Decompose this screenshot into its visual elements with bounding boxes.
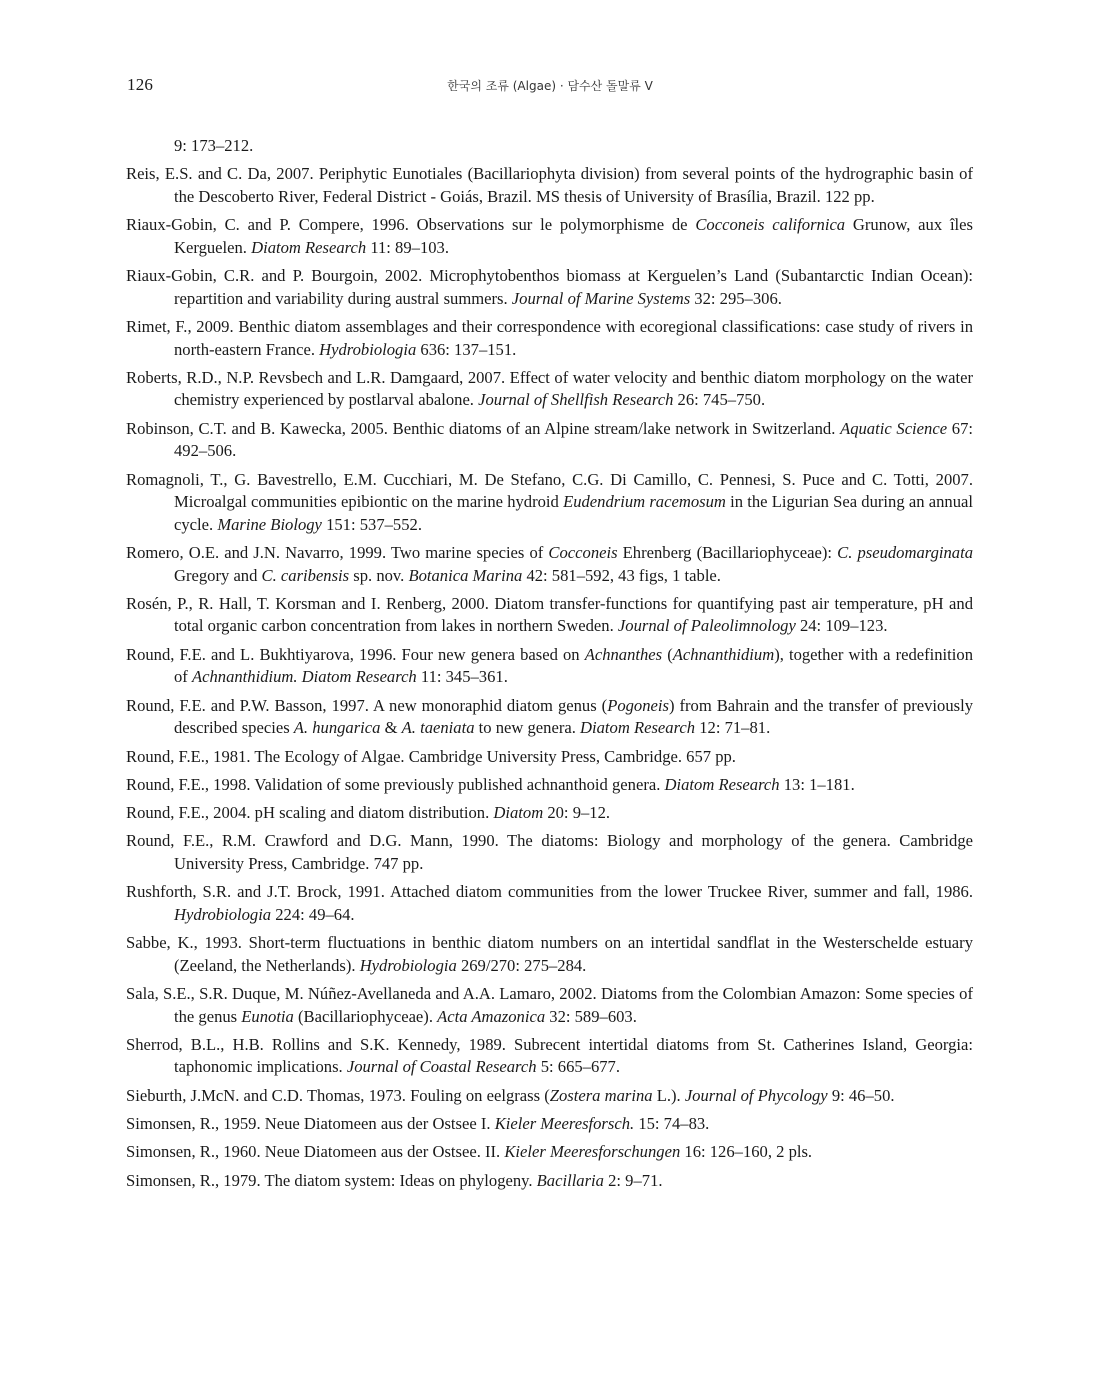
reference-italic-text: Diatom Research — [580, 718, 696, 738]
reference-entry — [126, 316, 973, 361]
reference-text: in the Ligurian Sea during an annual cycle. — [174, 492, 973, 534]
reference-text: to new genera. — [474, 718, 581, 738]
reference-italic-text: Hydrobiologia — [319, 339, 417, 359]
reference-italic-text: Kieler Meeresforsch. — [494, 1114, 635, 1133]
reference-text: Reis, E.S. and C. Da, 2007. Periphytic Eunotiales (Bacillariophyta division) from several points of the hydrographic basin of the Descoberto River, Federal District - Goiás, Brazil. MS thesis of University of Brasília, Brazil. 122 pp. — [126, 164, 973, 206]
running-head: 한국의 조류 (Algae) · 담수산 돌말류 V — [447, 79, 653, 93]
reference-italic-text: Zostera marina — [549, 1085, 653, 1105]
reference-entry — [126, 1141, 973, 1164]
reference-entry — [126, 593, 973, 638]
reference-text: Sieburth, J.McN. and C.D. Thomas, 1973. Fouling on eelgrass ( — [126, 1085, 550, 1105]
reference-entry — [126, 265, 973, 310]
reference-italic-text: Eudendrium racemosum — [563, 492, 726, 512]
reference-italic-text: Acta Amazonica — [437, 1006, 546, 1026]
reference-italic-text: C. caribensis — [261, 565, 350, 585]
reference-text: 11: 345–361. — [416, 667, 508, 687]
reference-text: Roberts, R.D., N.P. Revsbech and L.R. Damgaard, 2007. Effect of water velocity and benthic diatom morphology on the water chemistry experienced by postlarval abalone. — [126, 367, 973, 410]
reference-text: Riaux-Gobin, C.R. and P. Bourgoin, 2002. Microphytobenthos biomass at Kerguelen’s Land (Subantarctic Indian Ocean): repartition and variability during austral summers. — [126, 266, 973, 308]
reference-entry — [126, 367, 973, 412]
reference-text: Ehrenberg (Bacillariophyceae): — [617, 543, 838, 562]
reference-text: 32: 295–306. — [690, 288, 782, 308]
reference-entry — [126, 830, 973, 875]
reference-text: 26: 745–750. — [673, 390, 766, 410]
reference-entry — [126, 1034, 973, 1079]
reference-italic-text: Bacillaria — [536, 1170, 604, 1190]
reference-italic-text: Diatom Research — [664, 774, 780, 794]
reference-entry — [126, 881, 973, 926]
reference-entry — [126, 746, 973, 769]
reference-text: Round, F.E., 1981. The Ecology of Algae. Cambridge University Press, Cambridge. 657 pp. — [126, 746, 736, 766]
reference-text: L.). — [652, 1085, 685, 1105]
reference-text: Riaux-Gobin, C. and P. Compere, 1996. Observations sur le polymorphisme de — [126, 215, 696, 235]
reference-text: & — [380, 718, 402, 738]
reference-italic-text: A. hungarica — [293, 718, 381, 738]
reference-text: Round, F.E., 2004. pH scaling and diatom distribution. — [126, 803, 494, 823]
reference-text: Round, F.E., 1998. Validation of some previously published achnanthoid genera. — [126, 774, 665, 794]
reference-italic-text: Journal of Shellfish Research — [478, 390, 674, 410]
reference-text: ), together with a redefinition of — [174, 644, 973, 687]
reference-text: Rimet, F., 2009. Benthic diatom assemblages and their correspondence with ecoregional classifications: case study of rivers in north-eastern France. — [126, 316, 973, 359]
reference-entry — [126, 644, 973, 689]
reference-entry — [126, 469, 973, 537]
reference-text: Rushforth, S.R. and J.T. Brock, 1991. Attached diatom communities from the lower Truckee River, summer and fall, 1986. — [126, 882, 973, 902]
reference-text: 32: 589–603. — [545, 1006, 637, 1026]
reference-text: (Bacillariophyceae). — [293, 1006, 438, 1026]
reference-text: Sherrod, B.L., H.B. Rollins and S.K. Kennedy, 1989. Subrecent intertidal diatoms from St. Catherines Island, Georgia: taphonomic implications. — [126, 1034, 973, 1077]
reference-italic-text: A. taeniata — [401, 718, 475, 738]
reference-italic-text: Achnanthidium — [672, 644, 775, 664]
reference-italic-text: Cocconeis californica — [695, 215, 846, 235]
reference-text: Sabbe, K., 1993. Short-term fluctuations in benthic diatom numbers on an intertidal sandflat in the Westerschelde estuary (Zeeland, the Netherlands). — [126, 933, 973, 975]
reference-text: Simonsen, R., 1959. Neue Diatomeen aus der Ostsee I. — [126, 1114, 495, 1133]
reference-text: 224: 49–64. — [271, 904, 355, 924]
reference-entry — [126, 1113, 973, 1136]
reference-text: 151: 537–552. — [321, 514, 422, 534]
reference-text: 12: 71–81. — [695, 718, 771, 738]
reference-entry — [126, 774, 973, 797]
reference-text: Simonsen, R., 1960. Neue Diatomeen aus der Ostsee. II. — [126, 1142, 505, 1162]
reference-italic-text: Journal of Marine Systems — [511, 288, 691, 308]
reference-text: 16: 126–160, 2 pls. — [680, 1142, 813, 1162]
reference-text: ( — [662, 644, 673, 664]
reference-text: 20: 9–12. — [543, 803, 611, 823]
reference-text: Romagnoli, T., G. Bavestrello, E.M. Cucchiari, M. De Stefano, C.G. Di Camillo, C. Pennesi, S. Puce and C. Totti, 2007. Microalgal communities epibiontic on the marine hydroid — [126, 469, 973, 512]
reference-text: 67: 492–506. — [174, 418, 973, 461]
reference-text: Rosén, P., R. Hall, T. Korsman and I. Renberg, 2000. Diatom transfer-functions for quantifying past air temperature, pH and total organic carbon concentration from lakes in northern Sweden. — [126, 593, 973, 636]
reference-italic-text: Diatom — [493, 803, 544, 823]
reference-entry — [126, 418, 973, 463]
reference-text: 636: 137–151. — [416, 339, 517, 359]
reference-entry — [126, 1085, 973, 1108]
reference-continuation — [126, 135, 973, 158]
reference-italic-text: Botanica Marina — [408, 565, 523, 585]
page-number: 126 — [127, 75, 154, 94]
reference-italic-text: Cocconeis — [548, 543, 618, 562]
reference-text: 15: 74–83. — [634, 1114, 710, 1133]
reference-entry — [126, 214, 973, 259]
reference-italic-text: Journal of Coastal Research — [346, 1057, 537, 1077]
reference-text: sp. nov. — [349, 565, 409, 585]
reference-text: ) from Bahrain and the transfer of previously described species — [174, 695, 973, 738]
reference-text: 9: 46–50. — [827, 1085, 895, 1105]
reference-text: 24: 109–123. — [795, 616, 888, 636]
reference-text: Round, F.E. and L. Bukhtiyarova, 1996. Four new genera based on — [126, 644, 585, 664]
reference-text: 11: 89–103. — [366, 237, 449, 257]
reference-text: Gregory and — [174, 565, 262, 585]
reference-text: Robinson, C.T. and B. Kawecka, 2005. Benthic diatoms of an Alpine stream/lake network in Switzerland. — [126, 418, 841, 438]
reference-italic-text: Kieler Meeresforschungen — [504, 1142, 681, 1162]
reference-entry — [126, 542, 973, 587]
reference-italic-text: Achnanthidium. Diatom Research — [191, 667, 417, 687]
reference-text: Round, F.E., R.M. Crawford and D.G. Mann, 1990. The diatoms: Biology and morphology of the genera. Cambridge University Press, Cambridge. 747 pp. — [126, 831, 973, 873]
reference-list — [126, 135, 973, 1198]
reference-text: 9: 173–212. — [174, 136, 254, 155]
reference-text: Romero, O.E. and J.N. Navarro, 1999. Two marine species of — [126, 543, 549, 562]
reference-text: 42: 581–592, 43 figs, 1 table. — [522, 565, 721, 585]
reference-italic-text: Journal of Phycology — [684, 1085, 828, 1105]
reference-italic-text: Hydrobiologia — [359, 955, 457, 975]
reference-italic-text: Diatom Research — [251, 237, 367, 257]
reference-text: 13: 1–181. — [779, 774, 855, 794]
reference-text: 2: 9–71. — [603, 1170, 663, 1190]
reference-italic-text: Journal of Paleolimnology — [617, 616, 796, 636]
reference-entry — [126, 983, 973, 1028]
reference-italic-text: Eunotia — [241, 1006, 294, 1026]
reference-italic-text: Pogoneis — [607, 695, 669, 715]
reference-text: 5: 665–677. — [536, 1057, 620, 1077]
reference-entry — [126, 1170, 973, 1193]
reference-text: Simonsen, R., 1979. The diatom system: Ideas on phylogeny. — [126, 1170, 537, 1190]
reference-entry — [126, 802, 973, 825]
reference-text: Grunow, aux îles Kerguelen. — [174, 215, 973, 257]
reference-italic-text: Aquatic Science — [840, 418, 948, 438]
reference-text: Sala, S.E., S.R. Duque, M. Núñez-Avellaneda and A.A. Lamaro, 2002. Diatoms from the Colombian Amazon: Some species of the genus — [126, 983, 973, 1026]
reference-italic-text: Achnanthes — [584, 644, 663, 664]
reference-text: 269/270: 275–284. — [456, 955, 587, 975]
page-header — [127, 75, 973, 97]
reference-italic-text: C. pseudomarginata — [837, 543, 973, 562]
reference-entry — [126, 163, 973, 208]
reference-italic-text: Hydrobiologia — [174, 904, 272, 924]
reference-entry — [126, 695, 973, 740]
reference-italic-text: Marine Biology — [217, 514, 322, 534]
reference-entry — [126, 932, 973, 977]
reference-text: Round, F.E. and P.W. Basson, 1997. A new monoraphid diatom genus ( — [126, 695, 608, 715]
